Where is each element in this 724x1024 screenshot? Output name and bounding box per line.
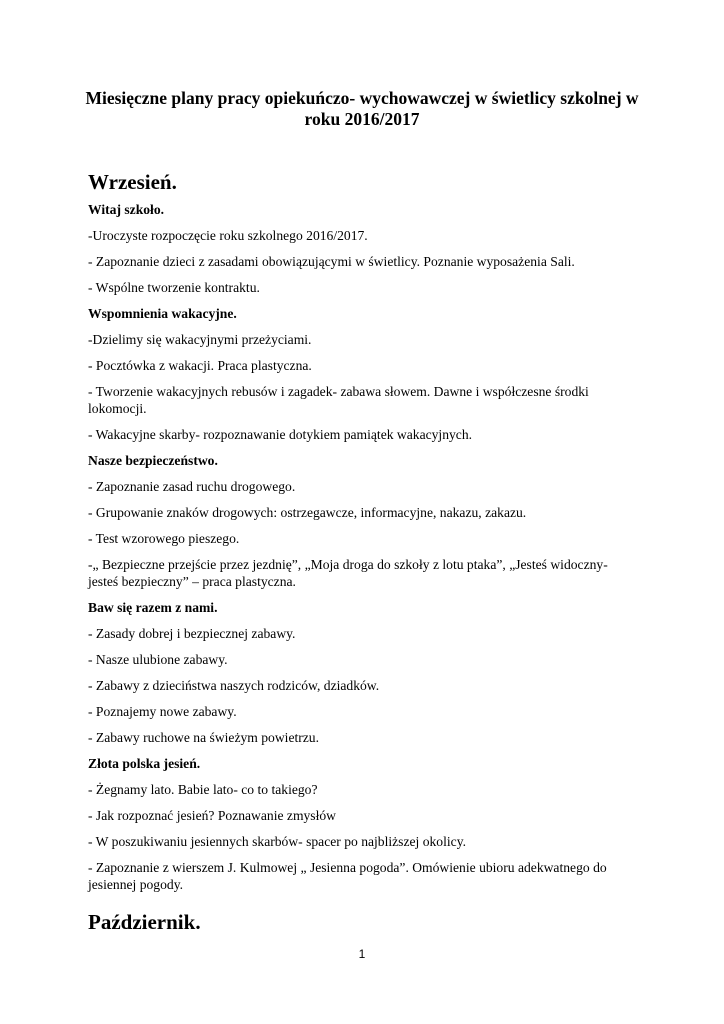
list-item: - Zapoznanie dzieci z zasadami obowiązującymi w świetlicy. Poznanie wyposażenia Sali. xyxy=(88,254,575,269)
list-item: - Zapoznanie z wierszem J. Kulmowej „ Jesienna pogoda”. Omówienie ubioru adekwatnego do jesiennej pogody. xyxy=(88,860,607,892)
document-title: Miesięczne plany pracy opiekuńczo- wychowawczej w świetlicy szkolnej w roku 2016/2017 xyxy=(85,88,639,129)
list-item: - W poszukiwaniu jesiennych skarbów- spacer po najbliższej okolicy. xyxy=(88,834,467,849)
list-item: - Jak rozpoznać jesień? Poznawanie zmysłów xyxy=(88,808,336,823)
list-item: -Uroczyste rozpoczęcie roku szkolnego 2016/2017. xyxy=(88,228,368,243)
list-item: - Wakacyjne skarby- rozpoznawanie dotykiem pamiątek wakacyjnych. xyxy=(88,427,473,442)
list-item: - Zabawy z dzieciństwa naszych rodziców, dziadków. xyxy=(88,678,380,693)
list-item: - Wspólne tworzenie kontraktu. xyxy=(88,280,260,295)
section-title: Nasze bezpieczeństwo. xyxy=(88,453,218,468)
list-item: - Grupowanie znaków drogowych: ostrzegawcze, informacyjne, nakazu, zakazu. xyxy=(88,505,527,520)
section-title: Wspomnienia wakacyjne. xyxy=(88,306,237,321)
month-heading-october: Październik. xyxy=(88,910,201,934)
list-item: -„ Bezpieczne przejście przez jezdnię”, „Moja droga do szkoły z lotu ptaka”, „Jesteś widoczny- jesteś bezpieczny” – praca plastyczna. xyxy=(88,557,608,589)
list-item: - Żegnamy lato. Babie lato- co to takiego? xyxy=(88,782,318,797)
list-item: - Pocztówka z wakacji. Praca plastyczna. xyxy=(88,358,312,373)
list-item: - Zabawy ruchowe na świeżym powietrzu. xyxy=(88,730,320,745)
list-item: - Zasady dobrej i bezpiecznej zabawy. xyxy=(88,626,296,641)
page-number: 1 xyxy=(358,947,366,961)
section-title: Złota polska jesień. xyxy=(88,756,201,771)
list-item: - Nasze ulubione zabawy. xyxy=(88,652,228,667)
section-title: Witaj szkoło. xyxy=(88,202,165,217)
list-item: - Tworzenie wakacyjnych rebusów i zagadek- zabawa słowem. Dawne i współczesne środki lokomocji. xyxy=(88,384,589,416)
list-item: - Test wzorowego pieszego. xyxy=(88,531,240,546)
list-item: -Dzielimy się wakacyjnymi przeżyciami. xyxy=(88,332,312,347)
list-item: - Poznajemy nowe zabawy. xyxy=(88,704,237,719)
document-content xyxy=(88,201,636,902)
section-title: Baw się razem z nami. xyxy=(88,600,218,615)
list-item: - Zapoznanie zasad ruchu drogowego. xyxy=(88,479,296,494)
month-heading-september: Wrzesień. xyxy=(88,170,177,194)
